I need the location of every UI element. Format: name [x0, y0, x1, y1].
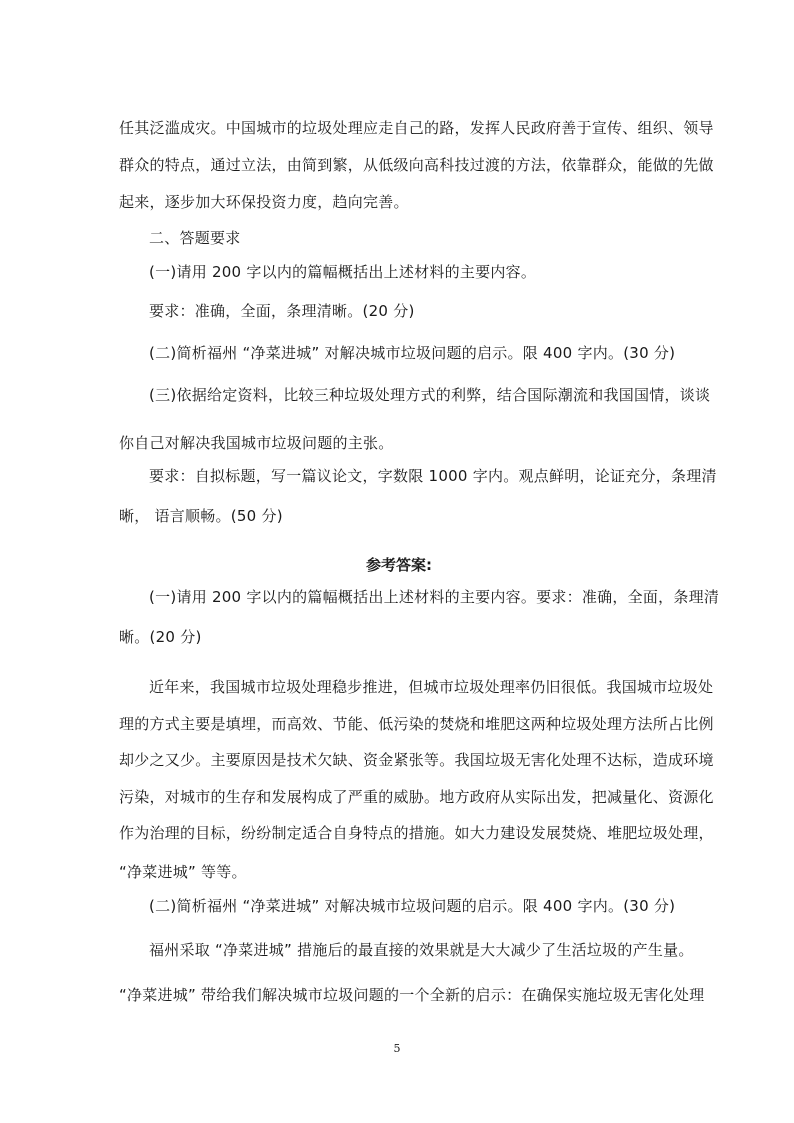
answer-1-line: 作为治理的目标，纷纷制定适合自身特点的措施。如大力建设发展焚烧、堆肥垃圾处理，	[119, 824, 714, 842]
answer-1-line: 近年来，我国城市垃圾处理稳步推进，但城市垃圾处理率仍旧很低。我国城市垃圾处	[149, 678, 714, 696]
paragraph-line: 任其泛滥成灾。中国城市的垃圾处理应走自己的路，发挥人民政府善于宣传、组织、领导	[119, 119, 714, 137]
answer-1-line: 理的方式主要是填埋，而高效、节能、低污染的焚烧和堆肥这两种垃圾处理方法所占比例	[119, 715, 714, 733]
answer-1-line: 污染，对城市的生存和发展构成了严重的威胁。地方政府从实际出发，把减量化、资源化	[119, 788, 714, 806]
question-1-requirement: 要求：准确，全面，条理清晰。(20 分)	[149, 302, 415, 320]
answer-1-line: 却少之又少。主要原因是技术欠缺、资金紧张等。我国垃圾无害化处理不达标，造成环境	[119, 751, 714, 769]
question-2: (二)简析福州 “净菜进城” 对解决城市垃圾问题的启示。限 400 字内。(30 分)	[149, 344, 676, 362]
answer-1-line: “净菜进城” 等等。	[119, 863, 247, 881]
answer-heading: 参考答案:	[366, 556, 432, 574]
answer-question-1-line: (一)请用 200 字以内的篇幅概括出上述材料的主要内容。要求：准确，全面，条理清	[149, 588, 720, 606]
question-3-line: (三)依据给定资料，比较三种垃圾处理方式的利弊，结合国际潮流和我国国情，谈谈	[149, 386, 711, 404]
answer-question-2: (二)简析福州 “净菜进城” 对解决城市垃圾问题的启示。限 400 字内。(30 分)	[149, 897, 676, 915]
paragraph-line: 起来，逐步加大环保投资力度，趋向完善。	[119, 193, 409, 211]
question-1: (一)请用 200 字以内的篇幅概括出上述材料的主要内容。	[149, 263, 537, 281]
answer-2-line: 福州采取 “净菜进城” 措施后的最直接的效果就是大大减少了生活垃圾的产生量。	[149, 941, 694, 959]
answer-2-line: “净菜进城” 带给我们解决城市垃圾问题的一个全新的启示：在确保实施垃圾无害化处理	[119, 986, 705, 1004]
section-heading: 二、答题要求	[149, 229, 241, 247]
question-3-line: 你自己对解决我国城市垃圾问题的主张。	[119, 434, 394, 452]
paragraph-line: 群众的特点，通过立法，由简到繁，从低级向高科技过渡的方法，依靠群众，能做的先做	[119, 156, 714, 174]
answer-question-1-line: 晰。(20 分)	[119, 628, 202, 646]
question-3-requirement-line: 要求：自拟标题，写一篇议论文，字数限 1000 字内。观点鲜明，论证充分，条理清	[149, 467, 717, 485]
page-number: 5	[393, 1042, 401, 1055]
question-3-requirement-line: 晰， 语言顺畅。(50 分)	[119, 507, 283, 525]
